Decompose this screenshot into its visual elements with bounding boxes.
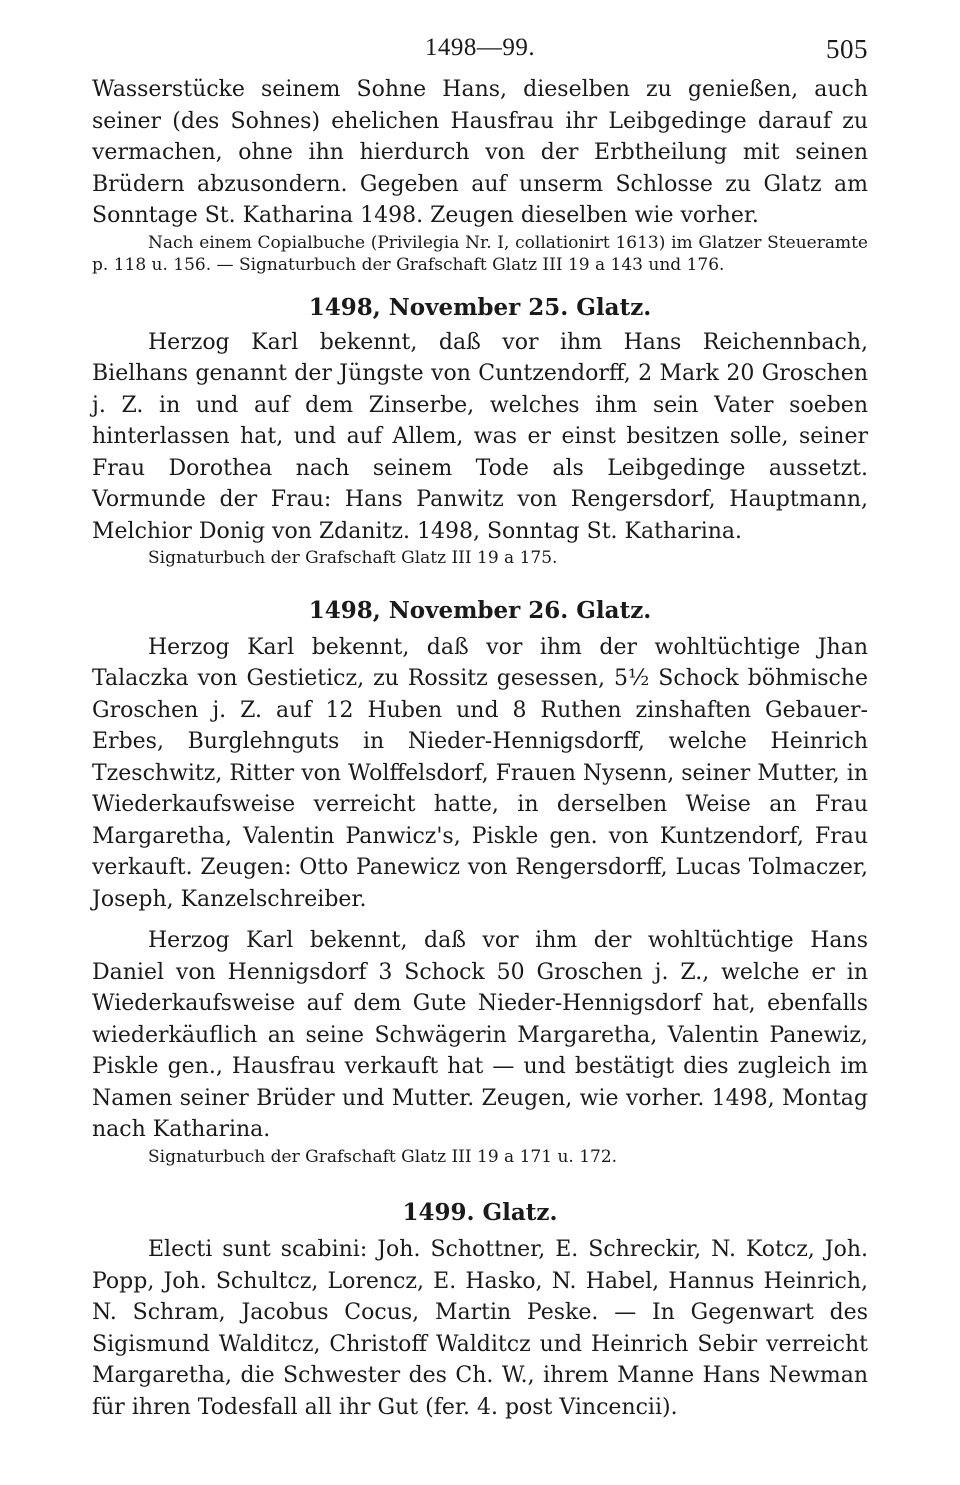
entry-heading-1498-nov-26: 1498, November 26. Glatz.	[308, 596, 652, 624]
entry-heading-1499: 1499. Glatz.	[402, 1199, 558, 1226]
entry-paragraph: Herzog Karl bekennt, daß vor ihm Hans Reichennbach, Bielhans genannt der Jüngste von Cuntzendorff, 2 Mark 20 Groschen j. Z. in und auf dem Zinserbe, welches ihm sein Vater soeben hinterlassen hat, und auf Allem, was er einst besitzen solle, seiner Frau Dorothea nach seinem Tode als Leibgedinge aussetzt. Vormunde der Frau: Hans Panwitz von Rengersdorf, Hauptmann, Melchior Donig von Zdanitz. 1498, Sonntag St. Katharina.	[92, 329, 868, 544]
entry-paragraph: Herzog Karl bekennt, daß vor ihm der wohltüchtige Hans Daniel von Hennigsdorf 3 Schock 50 Groschen j. Z., welche er in Wiederkaufsweise auf dem Gute Nieder-Hennigsdorf hat, ebenfalls wiederkäuflich an seine Schwägerin Margaretha, Valentin Panewiz, Piskle gen., Hausfrau verkauft hat — und bestätigt dies zugleich im Namen seiner Brüder und Mutter. Zeugen, wie vorher. 1498, Montag nach Katharina.	[92, 928, 868, 1142]
page-number: 505	[826, 34, 868, 64]
continued-paragraph: Wasserstücke seinem Sohne Hans, dieselben zu genießen, auch seiner (des Sohnes) ehelichen Hausfrau ihr Leibgedinge darauf zu vermachen, ohne ihn hierdurch von der Erbtheilung mit seinen Brüdern abzusondern. Gegeben auf unserm Schlosse zu Glatz am Sonntage St. Katharina 1498. Zeugen dieselben wie vorher.	[92, 77, 868, 228]
source-note: Signaturbuch der Grafschaft Glatz III 19 a 175.	[148, 548, 558, 568]
paragraph-gap	[92, 915, 868, 925]
source-note: Signaturbuch der Grafschaft Glatz III 19 a 171 u. 172.	[148, 1146, 618, 1167]
book-page	[92, 34, 868, 1423]
entry-heading-1498-nov-25: 1498, November 25. Glatz.	[308, 293, 652, 321]
source-note: Nach einem Copialbuche (Privilegia Nr. I, collationirt 1613) im Glatzer Steueramte p. 118 u. 156. — Signaturbuch der Grafschaft Glatz III 19 a 143 und 176.	[92, 232, 868, 275]
running-head-years: 1498—99.	[424, 34, 536, 61]
entry-paragraph: Herzog Karl bekennt, daß vor ihm der wohltüchtige Jhan Talaczka von Gestieticz, zu Rossitz gesessen, 5½ Schock böhmische Groschen j. Z. auf 12 Huben und 8 Ruthen zinshaften Gebauer-Erbes, Burglehnguts in Nieder-Hennigsdorff, welche Heinrich Tzeschwitz, Ritter von Wolffelsdorf, Frauen Nysenn, seiner Mutter, in Wiederkaufsweise verreicht hatte, in derselben Weise an Frau Margaretha, Valentin Panwicz's, Piskle gen. von Kuntzendorf, Frau verkauft. Zeugen: Otto Panewicz von Rengersdorff, Lucas Tolmaczer, Joseph, Kanzelschreiber.	[92, 634, 868, 912]
entry-paragraph: Electi sunt scabini: Joh. Schottner, E. Schreckir, N. Kotcz, Joh. Popp, Joh. Schultcz, Lorencz, E. Hasko, N. Habel, Hannus Heinrich, N. Schram, Jacobus Cocus, Martin Peske. — In Gegenwart des Sigismund Walditcz, Christoff Walditcz und Heinrich Sebir verreicht Margaretha, die Schwester des Ch. W., ihrem Manne Hans Newman für ihren Todesfall all ihr Gut (fer. 4. post Vincencii).	[92, 1237, 868, 1420]
running-head	[92, 34, 868, 74]
